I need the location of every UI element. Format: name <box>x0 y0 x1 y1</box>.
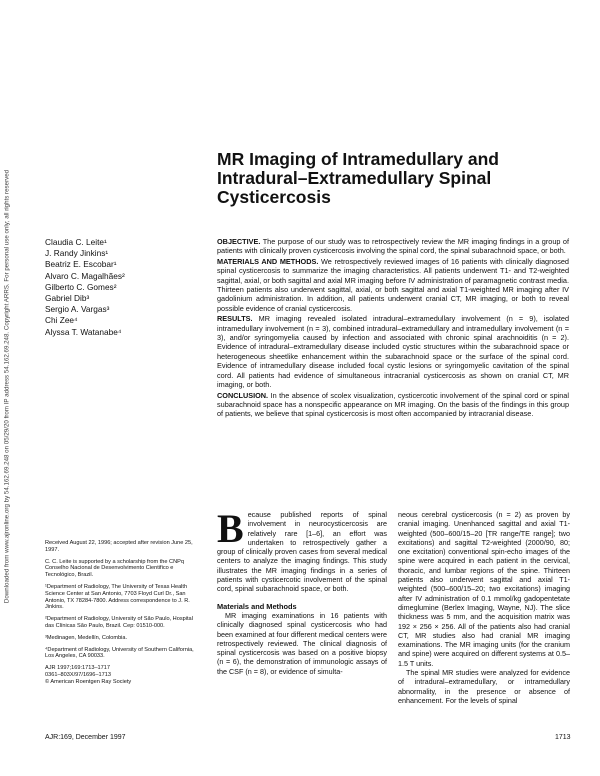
copyright-line: © American Roentgen Ray Society <box>45 678 132 685</box>
objective-text: The purpose of our study was to retrospectively review the MR imaging findings in a group of patients with clinically proven cysticercosis involving the spinal cord, the spinal subarachnoid space, or both. <box>217 237 569 256</box>
footnote: ¹Department of Radiology, The University of Texas Health Science Center at San Antonio, 7703 Floyd Curl Dr., San Antonio, TX 78284-7800. Address correspondence to J. R. Jinkins. <box>45 583 190 611</box>
author: Claudia C. Leite¹ <box>45 237 107 247</box>
author: Gabriel Dib³ <box>45 293 90 304</box>
author: Chi Zee⁴ <box>45 315 78 326</box>
title-line: Cysticercosis <box>217 187 331 207</box>
citation-line: AJR 1997;169:1713–1717 <box>45 665 111 672</box>
objective-label: OBJECTIVE. <box>217 237 261 246</box>
methods-text: We retrospectively reviewed images of 16 patients with clinically diagnosed spinal cysticercosis to summarize the imaging characteristics. All patients underwent T1- and T2-weighted sagittal, axial, or both sagittal and axial MR imaging before IV administration of paramagnetic contrast media. Thirteen patients also underwent sagittal, axial, or both sagittal and axial T1-weighted MR imaging after IV gadolinium administration. In addition, all patients underwent cranial CT, MR imaging, or both to reveal possible evidence of cranial cysticercosis. <box>217 256 569 313</box>
issn-line: 0361–803X/97/1696–1713 <box>45 671 111 678</box>
download-sidebar <box>0 130 14 650</box>
author: J. Randy Jinkins¹ <box>45 248 109 259</box>
conclusion-text: In the absence of scolex visualization, cysticercotic involvement of the spinal cord or spinal subarachnoid space has a nonspecific appearance on MR imaging. On the basis of the findings in this group of patients, we believe that spinal cysticercosis is most often accompanied by intracranial disease. <box>217 390 569 419</box>
abstract-results <box>217 314 569 389</box>
abstract-conclusion <box>217 391 569 419</box>
article-title <box>217 150 557 207</box>
methods-label: MATERIALS AND METHODS. <box>217 256 319 266</box>
intro-text: ecause published reports of spinal involvement in neurocysticercosis are relatively rare [1–6], an effort was undertaken to retrospectively gather a group of clinically proven cases from several medical centers to analyze the imaging findings. This study illustrates the MR imaging findings in a series of patients with cysticercotic involvement of the spinal cord, spinal subarachnoid space, or both. <box>217 510 387 594</box>
drop-cap: B <box>217 506 244 551</box>
page-number: 1713 <box>555 734 571 741</box>
body-column-right <box>398 510 570 705</box>
abstract-objective <box>217 237 569 256</box>
footnote: ³Medinagen, Medellín, Colombia. <box>45 634 128 641</box>
section-heading: Materials and Methods <box>217 601 297 611</box>
footnotes <box>45 540 203 686</box>
body-paragraph: The spinal MR studies were analyzed for evidence of intradural–extramedullary, or intramedullary abnormality, in the presence or absence of enhancement. For the levels of spinal <box>398 668 570 705</box>
sidebar-text: Downloaded from www.ajronline.org by 54.162.69.248 on 05/29/20 from IP address 54.162.69.248. Copyright ARRS. For personal use only; all rights reserved <box>3 169 11 604</box>
author: Sergio A. Vargas³ <box>45 304 110 315</box>
author: Alyssa T. Watanabe⁴ <box>45 326 122 337</box>
title-line: Intradural–Extramedullary Spinal <box>217 168 492 188</box>
conclusion-label: CONCLUSION. <box>217 390 269 400</box>
footnote: ²Department of Radiology, University of São Paulo, Hospital das Clínicas São Paulo, Brazil. Cep: 01510-000. <box>45 616 193 629</box>
author: Beatriz E. Escobar¹ <box>45 259 117 270</box>
body-column-left <box>217 506 387 676</box>
author: Alvaro C. Magalhães² <box>45 270 125 281</box>
author: Gilberto C. Gomes² <box>45 281 117 292</box>
author-list <box>45 237 205 338</box>
methods-paragraph: MR imaging examinations in 16 patients with clinically diagnosed spinal cysticercosis who had been examined at four different medical centers were retrospectively reviewed. The clinical diagnosis of spinal cysticercosis was based on a positive biopsy (n = 6), the demonstration of immunologic assays of the CSF (n = 8), or evidence of simulta- <box>217 610 387 676</box>
results-label: RESULTS. <box>217 314 253 324</box>
footnote: ⁴Department of Radiology, University of Southern California, Los Angeles, CA 90033. <box>45 646 194 660</box>
footnote: C. C. Leite is supported by a scholarship from the CNPq Conselho Nacional de Desenvolvimento Cientifico e Tecnológico, Brazil. <box>45 558 184 579</box>
intro-paragraph <box>217 506 387 594</box>
journal-footer: AJR:169, December 1997 <box>45 734 126 741</box>
results-text: MR imaging revealed isolated intradural–extramedullary involvement (n = 9), isolated intramedullary involvement (n = 3), combined intradural–extramedullary and intramedullary involvement (n = 3), and/or syringomyelia caused by infection and associated with chronic spinal arachnoiditis (n = 2). Evidence of intradural–extramedullary disease included cystic structures within the subarachnoid space or heterogeneous sheetlike enhancement within the subarachnoid space or the surface of the spinal cord. Evidence of intramedullary disease included focal cystic lesions or syringomyelic cavitation of the spinal cord. All patients had evidence of simultaneous intracranial cysticercosis as shown on cranial CT, MR imaging, or both. <box>217 314 569 390</box>
footnote: Received August 22, 1996; accepted after revision June 25, 1997. <box>45 540 193 553</box>
body-paragraph: neous cerebral cysticercosis (n = 2) as proven by cranial imaging. Unenhanced sagittal and axial T1-weighted (500–600/15–20 [TR range/TE range]; two excitations) and sagittal T2-weighted (2000/90, 80; one excitation) conventional spin-echo images of the spine were acquired in each patient in the cervical, thoracic, and lumbar regions of the spine. Thirteen patients also underwent sagittal and axial T1-weighted (500–600/15–20; two excitations) imaging after IV administration of 0.1 mmol/kg gadopentetate dimeglumine (Berlex Imaging, Wayne, NJ). The slice thickness was 5 mm, and the acquisition matrix was 192 × 256 × 256. All of the patients also had cranial CT, MR studies also had cranial MR imaging examinations. The MR imaging units (for the cranium and spine) were acquired on different systems at 0.5–1.5 T units. <box>398 510 570 668</box>
abstract <box>217 237 569 420</box>
abstract-methods <box>217 257 569 313</box>
title-line: MR Imaging of Intramedullary and <box>217 149 499 169</box>
